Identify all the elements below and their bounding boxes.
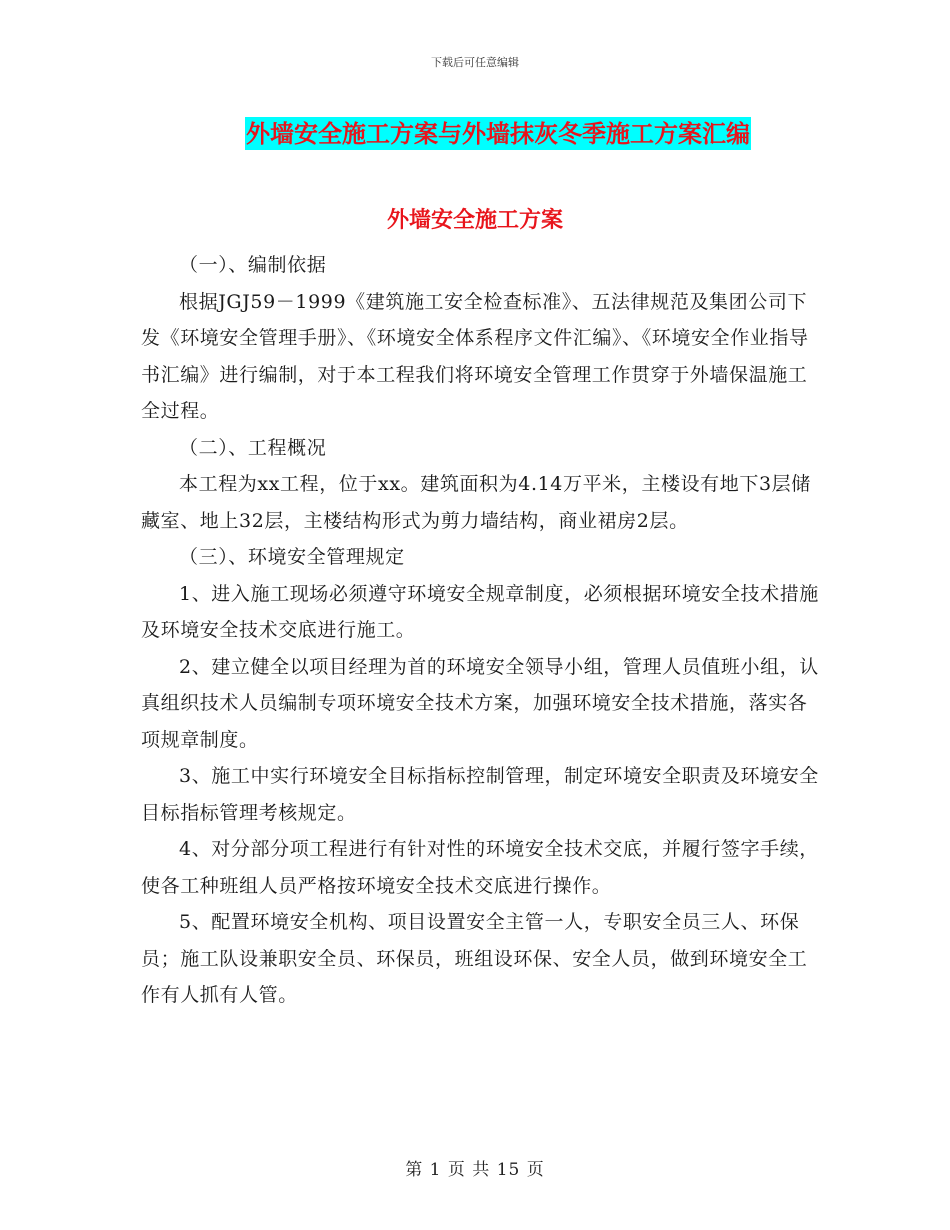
page-footer: 第 1 页 共 15 页 bbox=[405, 1160, 545, 1180]
rule-item-4: 4、对分部分项工程进行有针对性的环境安全技术交底，并履行签字手续，使各工种班组人员严格按环境安全技术交底进行操作。 bbox=[141, 838, 819, 897]
header-note: 下载后可任意编辑 bbox=[431, 56, 519, 69]
section-title: 外墙安全施工方案 bbox=[386, 207, 563, 233]
paragraph-project-overview: 本工程为xx工程，位于xx。建筑面积为4.14万平米，主楼设有地下3层储藏室、地上32层，主楼结构形式为剪力墙结构，商业裙房2层。 bbox=[141, 473, 811, 532]
paragraph-compilation-basis: 根据JGJ59－1999《建筑施工安全检查标准》、五法律规范及集团公司下发《环境安全管理手册》、《环境安全体系程序文件汇编》、《环境安全作业指导书汇编》进行编制，对于本工程我们将环境安全管理工作贯穿于外墙保温施工全过程。 bbox=[141, 290, 809, 422]
document-title bbox=[0, 114, 950, 149]
document-title-text: 外墙安全施工方案与外墙抹灰冬季施工方案汇编 bbox=[246, 119, 750, 148]
rule-item-1: 1、进入施工现场必须遵守环境安全规章制度，必须根据环境安全技术措施及环境安全技术交底进行施工。 bbox=[141, 582, 819, 641]
heading-safety-rules: （三）、环境安全管理规定 bbox=[179, 546, 405, 568]
heading-compilation-basis: （一）、编制依据 bbox=[179, 254, 327, 276]
rule-item-5: 5、配置环境安全机构、项目设置安全主管一人，专职安全员三人、环保员；施工队设兼职安全员、环保员，班组设环保、安全人员，做到环境安全工作有人抓有人管。 bbox=[141, 911, 808, 1006]
rule-item-3: 3、施工中实行环境安全目标指标控制管理，制定环境安全职责及环境安全目标指标管理考核规定。 bbox=[141, 765, 819, 824]
document-body bbox=[141, 247, 821, 1014]
heading-project-overview: （二）、工程概况 bbox=[179, 436, 327, 459]
rule-item-2: 2、建立健全以项目经理为首的环境安全领导小组，管理人员值班小组，认真组织技术人员编制专项环境安全技术方案，加强环境安全技术措施，落实各项规章制度。 bbox=[141, 655, 819, 751]
